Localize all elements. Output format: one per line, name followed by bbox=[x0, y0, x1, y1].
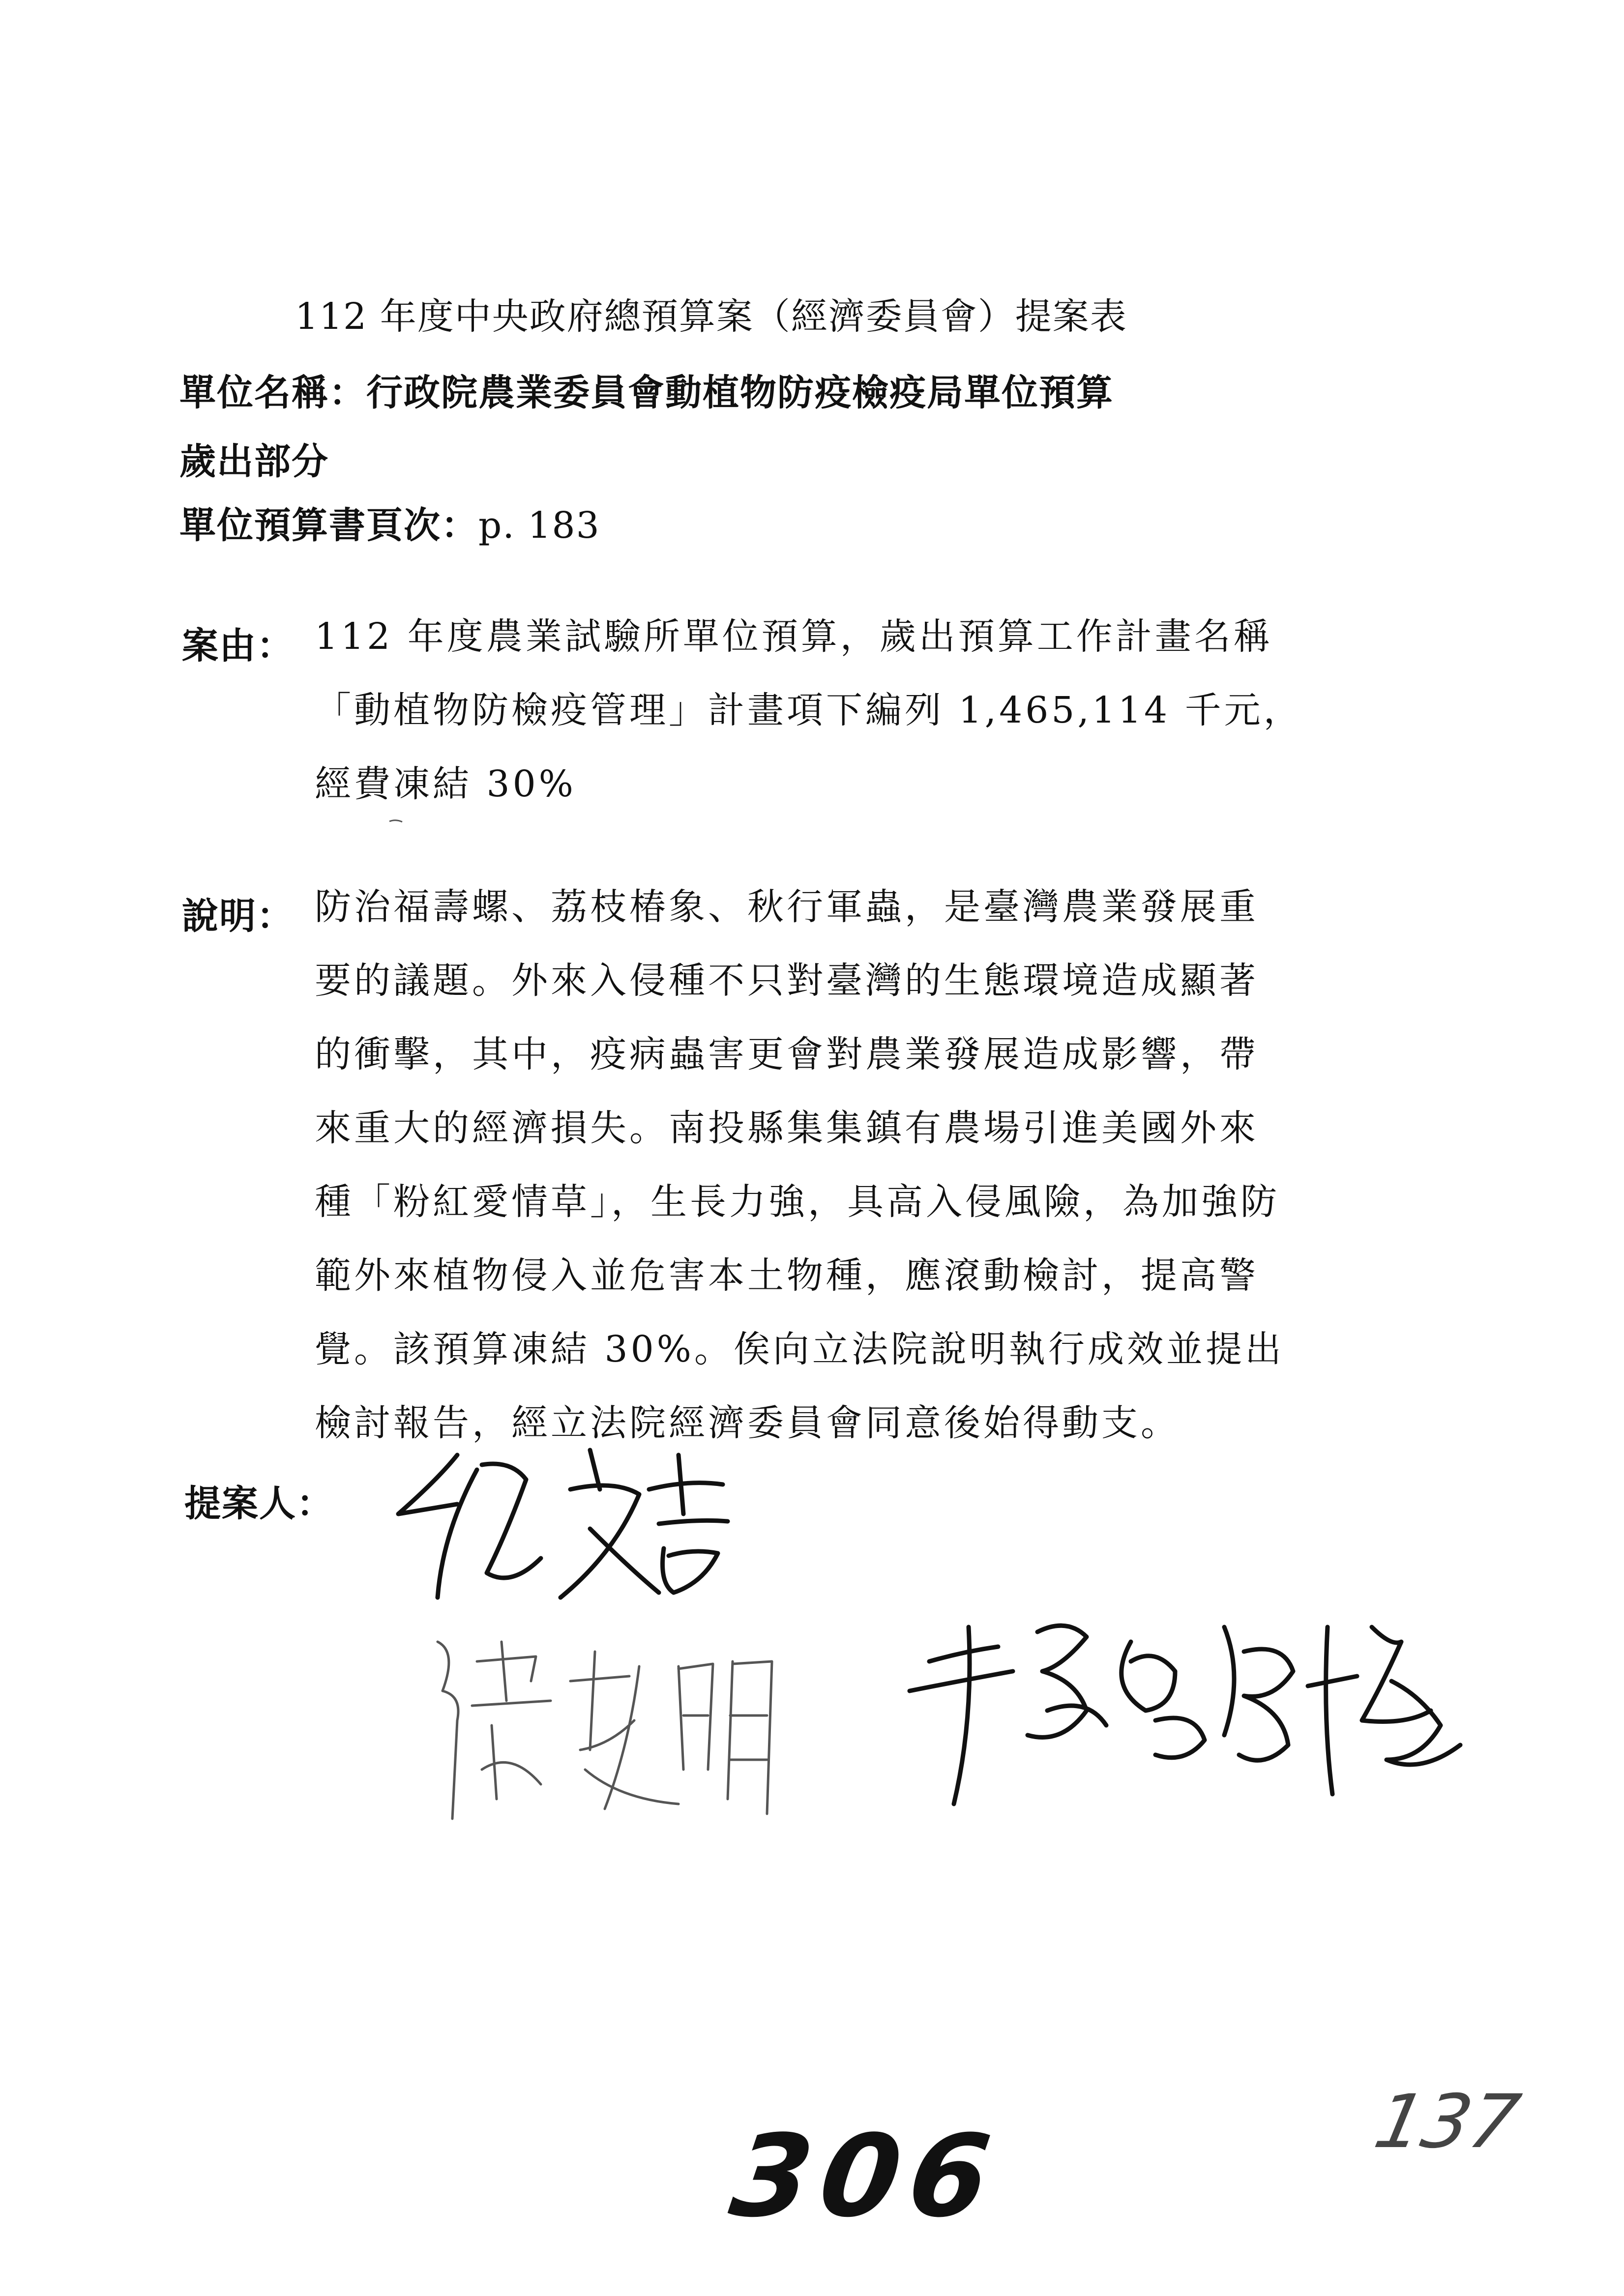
document-title: 112 年度中央政府總預算案（經濟委員會）提案表 bbox=[295, 295, 1127, 338]
stray-pen-mark bbox=[388, 818, 403, 823]
reason-label: 案由： bbox=[182, 625, 294, 667]
description-line: 範外來植物侵入並危害本土物種，應滾動檢討，提高警 bbox=[315, 1254, 1259, 1297]
unit-name-line bbox=[179, 364, 1114, 416]
signature-3 bbox=[900, 1598, 1480, 1814]
unit-name-label: 單位名稱： bbox=[179, 372, 366, 414]
description-line: 來重大的經濟損失。南投縣集集鎮有農場引進美國外來 bbox=[315, 1107, 1259, 1149]
reason-line: 經費凍結 30% bbox=[315, 763, 576, 805]
reason-line: 112 年度農業試驗所單位預算，歲出預算工作計畫名稱 bbox=[315, 615, 1273, 658]
signature-1 bbox=[384, 1435, 806, 1612]
description-line: 要的議題。外來入侵種不只對臺灣的生態環境造成顯著 bbox=[315, 959, 1259, 1002]
budget-section: 歲出部分 bbox=[179, 440, 329, 483]
handwritten-page-number: 306 bbox=[723, 2111, 1007, 2242]
description-line: 的衝擊，其中，疫病蟲害更會對農業發展造成影響，帶 bbox=[315, 1033, 1259, 1075]
budget-page-line bbox=[179, 496, 600, 549]
reason-line: 「動植物防檢疫管理」計畫項下編列 1,465,114 千元， bbox=[315, 689, 1303, 731]
handwritten-sheet-number: 137 bbox=[1367, 2079, 1527, 2165]
unit-name-value: 行政院農業委員會動植物防疫檢疫局單位預算 bbox=[366, 372, 1114, 414]
reason-text bbox=[315, 600, 1303, 821]
description-label: 說明： bbox=[182, 895, 294, 937]
budget-page-label: 單位預算書頁次： bbox=[179, 504, 478, 547]
description-text bbox=[315, 870, 1284, 1460]
budget-page-value: p. 183 bbox=[478, 504, 600, 547]
description-line: 種「粉紅愛情草」，生長力強，具高入侵風險，為加強防 bbox=[315, 1181, 1280, 1223]
description-line: 檢討報告，經立法院經濟委員會同意後始得動支。 bbox=[315, 1402, 1180, 1444]
signature-2 bbox=[423, 1622, 856, 1829]
proposer-label: 提案人： bbox=[184, 1482, 334, 1525]
description-line: 防治福壽螺、荔枝椿象、秋行軍蟲，是臺灣農業發展重 bbox=[315, 886, 1259, 928]
description-line: 覺。該預算凍結 30%。俟向立法院說明執行成效並提出 bbox=[315, 1328, 1284, 1370]
